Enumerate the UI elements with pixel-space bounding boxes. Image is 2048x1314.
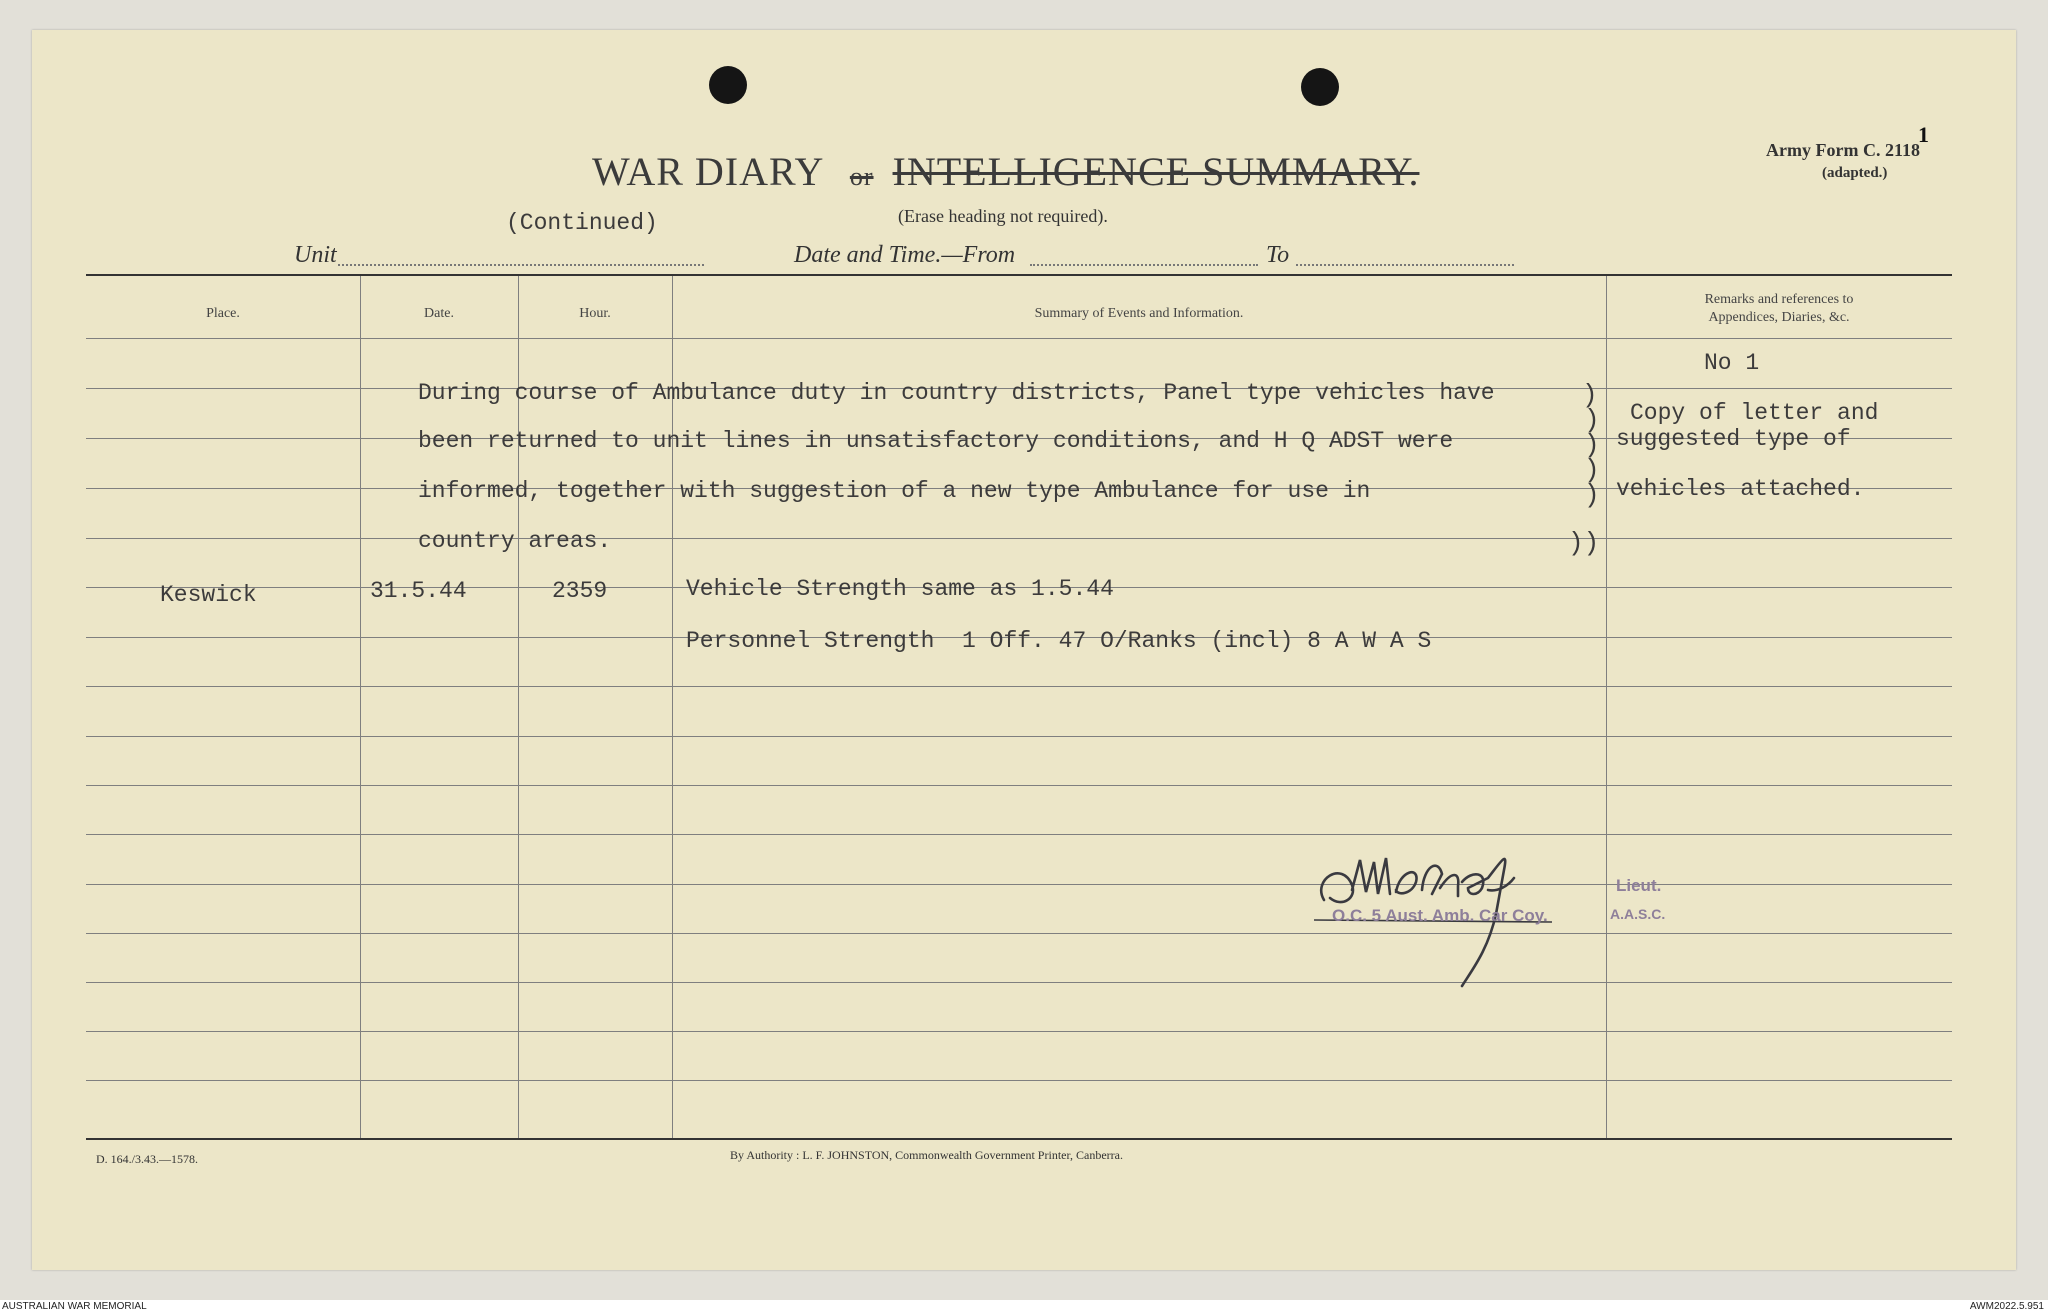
entry-paragraph-line-3: informed, together with suggestion of a new type Ambulance for use in [418, 478, 1371, 504]
brace-mark: ) [1584, 455, 1600, 485]
ruled-line [86, 736, 1952, 737]
title-war-diary: WAR DIARY [592, 149, 823, 194]
entry-paragraph-line-4: country areas. [418, 528, 612, 554]
entry-personnel-strength: Personnel Strength 1 Off. 47 O/Ranks (incl) 8 A W A S [686, 628, 1432, 654]
printer-authority: By Authority : L. F. JOHNSTON, Commonwealth Government Printer, Canberra. [730, 1148, 1123, 1162]
date-time-label: Date and Time.—From [794, 242, 1016, 268]
stamp-unit: O.C. 5 Aust. Amb. Car Coy. [1332, 906, 1548, 925]
ruled-line [86, 1080, 1952, 1081]
brace-mark: ) [1584, 405, 1600, 435]
entry-paragraph-line-1: During course of Ambulance duty in country districts, Panel type vehicles have [418, 380, 1495, 406]
entry-vehicle-strength: Vehicle Strength same as 1.5.44 [686, 576, 1114, 602]
punch-hole-right [1301, 68, 1339, 106]
column-header-place: Place. [206, 306, 240, 321]
unit-field-line [338, 264, 704, 266]
ruled-line [86, 834, 1952, 835]
brace-mark: ) [1584, 480, 1600, 510]
ruled-line [86, 884, 1952, 885]
army-form-number: Army Form C. 2118 [1766, 140, 1920, 160]
erase-note: (Erase heading not required). [898, 206, 1108, 226]
title-intelligence-summary: INTELLIGENCE SUMMARY. [892, 149, 1420, 194]
table-bottom-rule [86, 1138, 1952, 1140]
ruled-line [86, 686, 1952, 687]
form-code: D. 164./3.43.—1578. [96, 1152, 198, 1166]
army-form-adapted: (adapted.) [1822, 165, 1888, 181]
column-header-remarks-line1: Remarks and references to [1704, 292, 1854, 307]
archive-bar [0, 1300, 2048, 1314]
divider-place-date [360, 276, 361, 1138]
from-field-line [1030, 264, 1258, 266]
entry-paragraph-line-2: been returned to unit lines in unsatisfactory conditions, and H Q ADST were [418, 428, 1454, 454]
entry-place: Keswick [160, 582, 257, 608]
form-title [592, 148, 1419, 195]
stamp-corps: A.A.S.C. [1610, 906, 1666, 922]
stamp-rank: Lieut. [1616, 876, 1662, 895]
column-header-summary: Summary of Events and Information. [1034, 306, 1244, 321]
remarks-line-4: vehicles attached. [1616, 476, 1865, 502]
ruled-line [86, 538, 1952, 539]
ruled-line [86, 933, 1952, 934]
remarks-line-3: suggested type of [1616, 426, 1851, 452]
continued-note: (Continued) [506, 210, 658, 236]
archive-source: AUSTRALIAN WAR MEMORIAL [2, 1301, 147, 1312]
brace-mark: )) [1568, 528, 1600, 558]
to-field-line [1296, 264, 1514, 266]
archive-reference: AWM2022.5.951 [1969, 1301, 2044, 1312]
column-header-hour: Hour. [579, 306, 611, 321]
entry-date: 31.5.44 [370, 578, 467, 604]
ruled-line [86, 1031, 1952, 1032]
ruled-line [86, 785, 1952, 786]
page-number: 1 [1918, 122, 1929, 147]
to-label: To [1266, 242, 1290, 268]
ruled-line [86, 338, 1952, 339]
remarks-appendix-number: No 1 [1704, 350, 1760, 376]
ruled-line [86, 982, 1952, 983]
column-header-date: Date. [424, 306, 454, 321]
remarks-line-2: Copy of letter and [1630, 400, 1879, 426]
unit-label: Unit [294, 242, 337, 268]
war-diary-form [32, 30, 2016, 1270]
table-top-rule [86, 274, 1952, 276]
brace-mark: ) [1582, 380, 1598, 410]
divider-summary-remarks [1606, 276, 1607, 1138]
column-header-remarks-line2: Appendices, Diaries, &c. [1708, 310, 1850, 325]
title-or: or [849, 162, 874, 191]
punch-hole-left [709, 66, 747, 104]
entry-hour: 2359 [552, 578, 608, 604]
brace-mark: ) [1584, 430, 1600, 460]
